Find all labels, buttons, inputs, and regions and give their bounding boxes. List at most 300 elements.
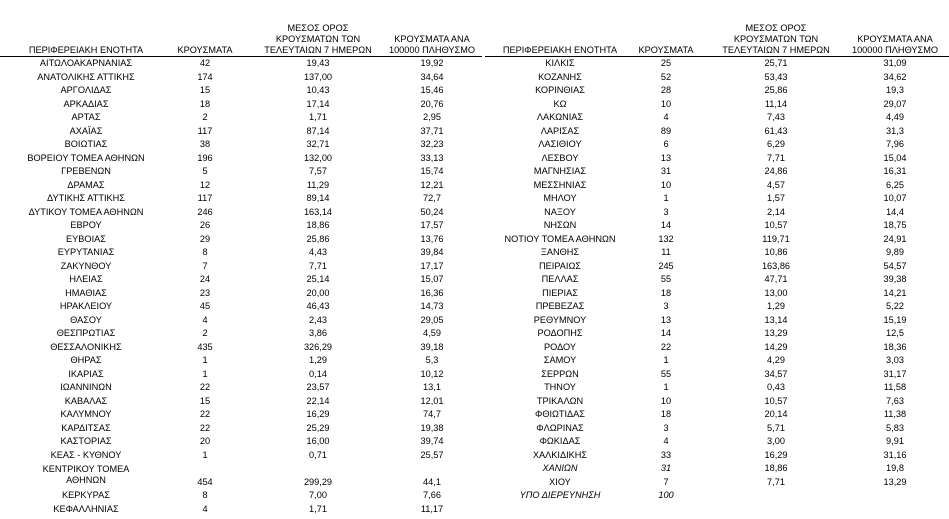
cell-per100k: 50,24 — [420, 206, 444, 217]
header-avg7: ΜΕΣΟΣ ΟΡΟΣ ΚΡΟΥΣΜΑΤΩΝ ΤΩΝ ΤΕΛΕΥΤΑΙΩΝ 7 ΗΜΕΡΩΝ — [722, 23, 830, 55]
table-row — [485, 314, 949, 328]
table-row — [0, 125, 482, 139]
header-per100k: ΚΡΟΥΣΜΑΤΑ ΑΝΑ 100000 ΠΛΗΘΥΣΜΟ — [851, 34, 939, 55]
table-row — [0, 152, 482, 166]
cell-cases: 55 — [660, 274, 672, 284]
cell-region: ΑΧΑΪΑΣ — [69, 125, 103, 136]
cell-cases: 31 — [660, 463, 672, 473]
table-row — [485, 165, 949, 179]
cell-region: ΔΡΑΜΑΣ — [67, 179, 105, 190]
table-row — [0, 138, 482, 152]
table-row — [0, 287, 482, 301]
cell-per100k: 39,18 — [420, 341, 444, 352]
table-row — [0, 422, 482, 436]
cell-per100k: 32,23 — [420, 139, 444, 149]
cell-region: ΞΑΝΘΗΣ — [540, 247, 580, 257]
cell-per100k: 39,74 — [420, 436, 444, 446]
cell-avg7: 4,29 — [767, 355, 785, 365]
cell-cases: 4 — [202, 503, 208, 514]
cell-avg7: 13,00 — [764, 287, 788, 298]
table-row — [485, 435, 949, 449]
cell-per100k: 18,75 — [883, 220, 907, 230]
table-row — [0, 179, 482, 193]
cell-per100k: 33,13 — [420, 152, 444, 163]
cell-per100k: 6,25 — [886, 179, 904, 190]
cell-per100k: 15,19 — [883, 314, 907, 325]
cell-region: ΕΒΡΟΥ — [70, 220, 102, 230]
cell-region: ΤΗΝΟΥ — [544, 382, 576, 392]
table-row — [0, 341, 482, 355]
header-cases: ΚΡΟΥΣΜΑΤΑ — [177, 45, 233, 55]
table-row — [485, 192, 949, 206]
cell-region: ΘΗΡΑΣ — [70, 355, 102, 365]
cell-avg7: 20,00 — [306, 287, 330, 298]
cell-region: ΛΕΣΒΟΥ — [541, 152, 579, 163]
table-row — [485, 138, 949, 152]
cell-per100k: 16,36 — [420, 287, 444, 298]
cell-per100k: 14,73 — [420, 301, 444, 311]
table-row — [0, 354, 482, 368]
cell-cases: 435 — [197, 341, 213, 352]
cell-cases: 20 — [199, 436, 211, 446]
cell-cases: 25 — [660, 58, 672, 68]
cell-region: ΠΕΛΛΑΣ — [541, 274, 579, 284]
cell-avg7: 13,14 — [764, 314, 788, 325]
cell-per100k: 54,57 — [883, 260, 907, 271]
cell-cases: 1 — [202, 355, 208, 365]
cell-cases: 24 — [199, 274, 211, 284]
cell-per100k: 72,7 — [423, 193, 441, 203]
table-row — [485, 71, 949, 85]
cell-avg7: 7,71 — [767, 152, 785, 163]
cell-region: ΡΕΘΥΜΝΟΥ — [533, 314, 587, 325]
table-row — [0, 300, 482, 314]
cell-per100k: 39,38 — [883, 274, 907, 284]
cell-per100k: 16,31 — [883, 166, 907, 176]
table-row — [485, 341, 949, 355]
cell-per100k: 44,1 — [423, 476, 441, 487]
cell-cases: 28 — [660, 85, 672, 95]
cell-avg7: 19,43 — [306, 58, 330, 68]
header-region: ΠΕΡΙΦΕΡΕΙΑΚΗ ΕΝΟΤΗΤΑ — [502, 45, 618, 55]
cell-cases: 12 — [199, 179, 211, 190]
cell-avg7: 17,14 — [306, 98, 330, 109]
table-row — [0, 408, 482, 422]
table-row — [485, 219, 949, 233]
cell-avg7: 11,14 — [764, 98, 788, 109]
cell-cases: 13 — [660, 152, 672, 163]
table-row — [0, 381, 482, 395]
cell-avg7: 16,00 — [306, 436, 330, 446]
cell-region: ΣΕΡΡΩΝ — [541, 368, 579, 379]
cell-region: ΑΡΤΑΣ — [71, 112, 101, 122]
cell-per100k: 17,57 — [420, 220, 444, 230]
cell-cases: 1 — [202, 449, 208, 460]
table-row — [0, 327, 482, 341]
cell-region: ΜΗΛΟΥ — [543, 193, 577, 203]
cell-avg7: 47,71 — [764, 274, 788, 284]
table-row — [0, 165, 482, 179]
cell-cases: 18 — [660, 287, 672, 298]
cell-region: ΔΥΤΙΚΗΣ ΑΤΤΙΚΗΣ — [47, 193, 125, 203]
cell-region: ΙΚΑΡΙΑΣ — [68, 368, 104, 379]
table-row — [485, 233, 949, 247]
cell-avg7: 24,86 — [764, 166, 788, 176]
cell-region: ΒΟΙΩΤΙΑΣ — [64, 139, 108, 149]
cell-cases: 454 — [197, 476, 213, 487]
cell-cases: 15 — [199, 85, 211, 95]
cell-cases: 18 — [199, 98, 211, 109]
cell-cases: 14 — [660, 328, 672, 338]
table-row — [485, 462, 949, 476]
cell-per100k: 19,3 — [886, 85, 904, 95]
cell-cases: 52 — [660, 71, 672, 82]
cell-cases: 22 — [199, 409, 211, 419]
cell-cases: 23 — [199, 287, 211, 298]
cell-region: ΦΛΩΡΙΝΑΣ — [536, 422, 584, 433]
cell-avg7: 25,14 — [306, 274, 330, 284]
cell-avg7: 5,71 — [767, 422, 785, 433]
cell-avg7: 1,71 — [309, 503, 327, 514]
cell-cases: 3 — [663, 301, 669, 311]
cell-avg7: 10,43 — [306, 85, 330, 95]
table-row — [485, 111, 949, 125]
cell-cases: 132 — [658, 233, 674, 244]
cell-region: ΗΛΕΙΑΣ — [69, 274, 103, 284]
cell-cases: 117 — [197, 193, 213, 203]
cell-per100k: 2,95 — [423, 112, 441, 122]
cell-region: ΠΕΙΡΑΙΩΣ — [539, 260, 581, 271]
cell-per100k: 12,5 — [886, 328, 904, 338]
cell-region: ΘΕΣΠΡΩΤΙΑΣ — [56, 328, 116, 338]
cell-avg7: 2,43 — [309, 314, 327, 325]
cell-region: ΦΩΚΙΔΑΣ — [539, 436, 581, 446]
cell-per100k: 7,96 — [886, 139, 904, 149]
cell-region: ΜΑΓΝΗΣΙΑΣ — [533, 166, 587, 176]
cell-per100k: 18,36 — [883, 341, 907, 352]
cell-cases: 11 — [661, 247, 671, 257]
table-row — [485, 260, 949, 274]
cell-per100k: 15,04 — [883, 152, 907, 163]
cell-per100k: 14,21 — [883, 287, 907, 298]
cell-region: ΑΡΚΑΔΙΑΣ — [63, 98, 109, 109]
cell-avg7: 18,86 — [764, 463, 788, 473]
cell-avg7: 7,71 — [767, 476, 785, 487]
table-row — [485, 206, 949, 220]
cell-cases: 55 — [660, 368, 672, 379]
cell-avg7: 18,86 — [306, 220, 330, 230]
cell-per100k: 10,07 — [883, 193, 907, 203]
cell-avg7: 53,43 — [764, 71, 788, 82]
cell-per100k: 20,76 — [420, 98, 444, 109]
cell-cases: 100 — [658, 490, 674, 500]
cell-cases: 29 — [199, 233, 211, 244]
cell-per100k: 10,12 — [420, 368, 444, 379]
table-row — [485, 125, 949, 139]
cell-region: ΚΕΑΣ - ΚΥΘΝΟΥ — [50, 449, 122, 460]
cell-per100k: 34,62 — [883, 71, 907, 82]
cell-cases: 8 — [202, 247, 208, 257]
table-row — [0, 273, 482, 287]
cell-per100k: 34,64 — [420, 71, 444, 82]
cell-per100k: 5,83 — [886, 422, 904, 433]
cell-avg7: 34,57 — [764, 368, 788, 379]
cell-per100k: 11,38 — [883, 409, 907, 419]
cell-cases: 6 — [663, 139, 669, 149]
cell-per100k: 15,74 — [420, 166, 444, 176]
table-row — [0, 84, 482, 98]
cell-region: ΓΡΕΒΕΝΩΝ — [61, 166, 111, 176]
cell-region: ΚΑΒΑΛΑΣ — [64, 395, 108, 406]
cell-cases: 3 — [663, 422, 669, 433]
cell-avg7: 11,29 — [306, 179, 330, 190]
table-row — [485, 179, 949, 193]
cell-per100k: 19,92 — [420, 58, 444, 68]
cell-avg7: 10,57 — [764, 395, 788, 406]
cell-cases: 89 — [660, 125, 672, 136]
cell-region: ΚΑΡΔΙΤΣΑΣ — [61, 422, 111, 433]
cell-avg7: 137,00 — [303, 71, 333, 82]
cell-region: ΝΑΞΟΥ — [544, 206, 576, 217]
table-row — [0, 192, 482, 206]
cell-per100k: 9,91 — [886, 436, 904, 446]
header-region: ΠΕΡΙΦΕΡΕΙΑΚΗ ΕΝΟΤΗΤΑ — [28, 45, 144, 55]
cell-per100k: 5,22 — [886, 301, 904, 311]
cell-avg7: 7,71 — [309, 260, 327, 271]
cell-region: ΚΩ — [553, 98, 567, 109]
cell-per100k: 7,66 — [423, 490, 441, 500]
cell-per100k: 31,16 — [883, 449, 907, 460]
cell-avg7: 4,57 — [767, 179, 785, 190]
table-row — [0, 233, 482, 247]
cell-region: ΒΟΡΕΙΟΥ ΤΟΜΕΑ ΑΘΗΝΩΝ — [27, 152, 145, 163]
cell-avg7: 46,43 — [306, 301, 330, 311]
table-row — [0, 489, 482, 503]
cell-avg7: 25,29 — [306, 422, 330, 433]
cell-cases: 10 — [660, 395, 672, 406]
cell-avg7: 299,29 — [303, 476, 333, 487]
cell-per100k: 4,59 — [423, 328, 441, 338]
cell-per100k: 31,09 — [883, 58, 907, 68]
table-row — [0, 503, 482, 517]
table-row — [0, 246, 482, 260]
cell-avg7: 326,29 — [303, 341, 333, 352]
cell-per100k: 13,29 — [883, 476, 907, 487]
cell-avg7: 1,29 — [309, 355, 327, 365]
cell-cases: 3 — [663, 206, 669, 217]
cell-cases: 22 — [199, 382, 211, 392]
table-row — [485, 246, 949, 260]
cell-cases: 45 — [199, 301, 211, 311]
cell-cases: 1 — [202, 368, 208, 379]
cell-region: ΖΑΚΥΝΘΟΥ — [60, 260, 112, 271]
cell-region: ΝΗΣΩΝ — [543, 220, 577, 230]
cell-cases: 18 — [660, 409, 672, 419]
cell-cases: 8 — [202, 490, 208, 500]
cell-avg7: 3,86 — [309, 328, 327, 338]
cell-cases: 1 — [663, 193, 669, 203]
cell-per100k: 39,84 — [420, 247, 444, 257]
header-per100k: ΚΡΟΥΣΜΑΤΑ ΑΝΑ 100000 ΠΛΗΘΥΣΜΟ — [388, 34, 476, 55]
cell-per100k: 13,76 — [420, 233, 444, 244]
cell-region: ΑΡΓΟΛΙΔΑΣ — [60, 85, 112, 95]
cell-per100k: 15,46 — [420, 85, 444, 95]
cell-avg7: 22,14 — [306, 395, 330, 406]
cell-region: ΗΡΑΚΛΕΙΟΥ — [59, 301, 113, 311]
cell-region: ΗΜΑΘΙΑΣ — [65, 287, 107, 298]
cell-region: ΥΠΟ ΔΙΕΡΕΥΝΗΣΗ — [519, 490, 601, 500]
cell-avg7: 1,71 — [309, 112, 327, 122]
cell-cases: 246 — [197, 206, 213, 217]
table-row — [485, 422, 949, 436]
table-row — [485, 98, 949, 112]
cell-per100k: 19,8 — [886, 463, 904, 473]
cell-cases: 117 — [197, 125, 213, 136]
cell-region: ΚΙΛΚΙΣ — [545, 58, 575, 68]
table-row — [485, 152, 949, 166]
cell-per100k: 11,17 — [420, 503, 444, 514]
cell-per100k: 31,3 — [886, 125, 904, 136]
cell-region: ΚΟΡΙΝΘΙΑΣ — [535, 85, 585, 95]
cell-cases: 33 — [660, 449, 672, 460]
cell-avg7: 89,14 — [306, 193, 330, 203]
cell-per100k: 4,49 — [886, 112, 904, 122]
cell-avg7: 20,14 — [764, 409, 788, 419]
cell-region: ΜΕΣΣΗΝΙΑΣ — [533, 179, 587, 190]
cell-avg7: 10,86 — [764, 247, 788, 257]
cell-avg7: 61,43 — [764, 125, 788, 136]
cell-avg7: 25,86 — [764, 85, 788, 95]
cell-avg7: 14,29 — [764, 341, 788, 352]
cell-avg7: 16,29 — [764, 449, 788, 460]
cell-cases: 10 — [660, 98, 672, 109]
table-row — [0, 71, 482, 85]
cell-cases: 13 — [660, 314, 672, 325]
cell-per100k: 17,17 — [420, 260, 444, 271]
cell-per100k: 24,91 — [883, 233, 907, 244]
cell-avg7: 132,00 — [303, 152, 333, 163]
cell-per100k: 19,38 — [420, 422, 444, 433]
cell-region: ΚΟΖΑΝΗΣ — [538, 71, 582, 82]
table-row — [0, 449, 482, 463]
cell-cases: 31 — [660, 166, 672, 176]
table-row — [485, 327, 949, 341]
cell-region: ΛΑΣΙΘΙΟΥ — [538, 139, 582, 149]
cell-avg7: 2,14 — [767, 206, 785, 217]
cell-per100k: 3,03 — [886, 355, 904, 365]
cell-avg7: 87,14 — [306, 125, 330, 136]
cell-avg7: 7,57 — [309, 166, 327, 176]
cell-avg7: 0,14 — [309, 368, 327, 379]
cell-region: ΚΕΝΤΡΙΚΟΥ ΤΟΜΕΑ ΑΘΗΝΩΝ — [42, 464, 130, 485]
table-row — [485, 354, 949, 368]
cell-avg7: 3,00 — [767, 436, 785, 446]
cell-cases: 7 — [663, 476, 669, 487]
cell-region: ΔΥΤΙΚΟΥ ΤΟΜΕΑ ΑΘΗΝΩΝ — [28, 206, 144, 217]
table-row — [485, 287, 949, 301]
cell-cases: 196 — [197, 152, 213, 163]
cell-cases: 245 — [658, 260, 674, 271]
cell-avg7: 6,29 — [767, 139, 785, 149]
table-row — [485, 395, 949, 409]
cell-region: ΚΕΦΑΛΛΗΝΙΑΣ — [53, 503, 119, 514]
cell-cases: 10 — [660, 179, 672, 190]
cell-cases: 5 — [202, 166, 208, 176]
header-avg7: ΜΕΣΟΣ ΟΡΟΣ ΚΡΟΥΣΜΑΤΩΝ ΤΩΝ ΤΕΛΕΥΤΑΙΩΝ 7 ΗΜΕΡΩΝ — [264, 23, 372, 55]
cell-per100k: 29,05 — [420, 314, 444, 325]
cell-cases: 2 — [202, 112, 208, 122]
cell-avg7: 25,86 — [306, 233, 330, 244]
cell-avg7: 13,29 — [764, 328, 788, 338]
cell-per100k: 9,89 — [886, 247, 904, 257]
cell-region: ΧΑΛΚΙΔΙΚΗΣ — [532, 449, 588, 460]
cell-avg7: 1,57 — [767, 193, 785, 203]
table-row — [0, 206, 482, 220]
cell-region: ΠΡΕΒΕΖΑΣ — [535, 301, 585, 311]
cell-per100k: 37,71 — [420, 125, 444, 136]
table-row — [0, 98, 482, 112]
cell-cases: 7 — [202, 260, 208, 271]
cell-per100k: 29,07 — [883, 98, 907, 109]
cell-region: ΑΙΤΩΛΟΑΚΑΡΝΑΝΙΑΣ — [39, 58, 133, 68]
cell-per100k: 7,63 — [886, 395, 904, 406]
table-row — [0, 260, 482, 274]
cell-per100k: 31,17 — [883, 368, 907, 379]
cell-avg7: 1,29 — [767, 301, 785, 311]
header-cases: ΚΡΟΥΣΜΑΤΑ — [638, 45, 694, 55]
cell-region: ΕΥΡΥΤΑΝΙΑΣ — [57, 247, 115, 257]
cell-per100k: 14,4 — [886, 206, 904, 217]
cell-region: ΤΡΙΚΑΛΩΝ — [536, 395, 584, 406]
cell-cases: 14 — [660, 220, 672, 230]
cell-per100k: 25,57 — [420, 449, 444, 460]
cell-cases: 2 — [202, 328, 208, 338]
table-row — [485, 408, 949, 422]
cell-avg7: 4,43 — [309, 247, 327, 257]
cell-region: ΡΟΔΟΥ — [543, 341, 576, 352]
cell-region: ΛΑΡΙΣΑΣ — [540, 125, 580, 136]
cell-region: ΡΟΔΟΠΗΣ — [537, 328, 583, 338]
cell-avg7: 163,14 — [303, 206, 333, 217]
cell-region: ΕΥΒΟΙΑΣ — [66, 233, 106, 244]
table-row — [0, 57, 482, 71]
table-row — [485, 489, 949, 503]
cell-cases: 174 — [197, 71, 213, 82]
cell-region: ΛΑΚΩΝΙΑΣ — [536, 112, 584, 122]
table-row — [485, 57, 949, 71]
cell-region: ΧΙΟΥ — [549, 476, 571, 487]
cell-region: ΚΕΡΚΥΡΑΣ — [62, 490, 110, 500]
cell-region: ΝΟΤΙΟΥ ΤΟΜΕΑ ΑΘΗΝΩΝ — [504, 233, 616, 244]
table-row — [0, 368, 482, 382]
table-row — [485, 381, 949, 395]
cell-avg7: 32,71 — [306, 139, 330, 149]
cell-cases: 42 — [199, 58, 211, 68]
table-row — [0, 314, 482, 328]
cell-avg7: 163,86 — [761, 260, 791, 271]
cell-region: ΧΑΝΙΩΝ — [542, 463, 578, 473]
cell-per100k: 5,3 — [425, 355, 439, 365]
table-row — [0, 435, 482, 449]
table-row — [485, 84, 949, 98]
table-row — [0, 395, 482, 409]
cell-region: ΣΑΜΟΥ — [543, 355, 577, 365]
table-row — [0, 111, 482, 125]
cell-cases: 22 — [199, 422, 211, 433]
cell-cases: 4 — [202, 314, 208, 325]
table-row — [485, 300, 949, 314]
cell-region: ΚΑΣΤΟΡΙΑΣ — [60, 436, 112, 446]
